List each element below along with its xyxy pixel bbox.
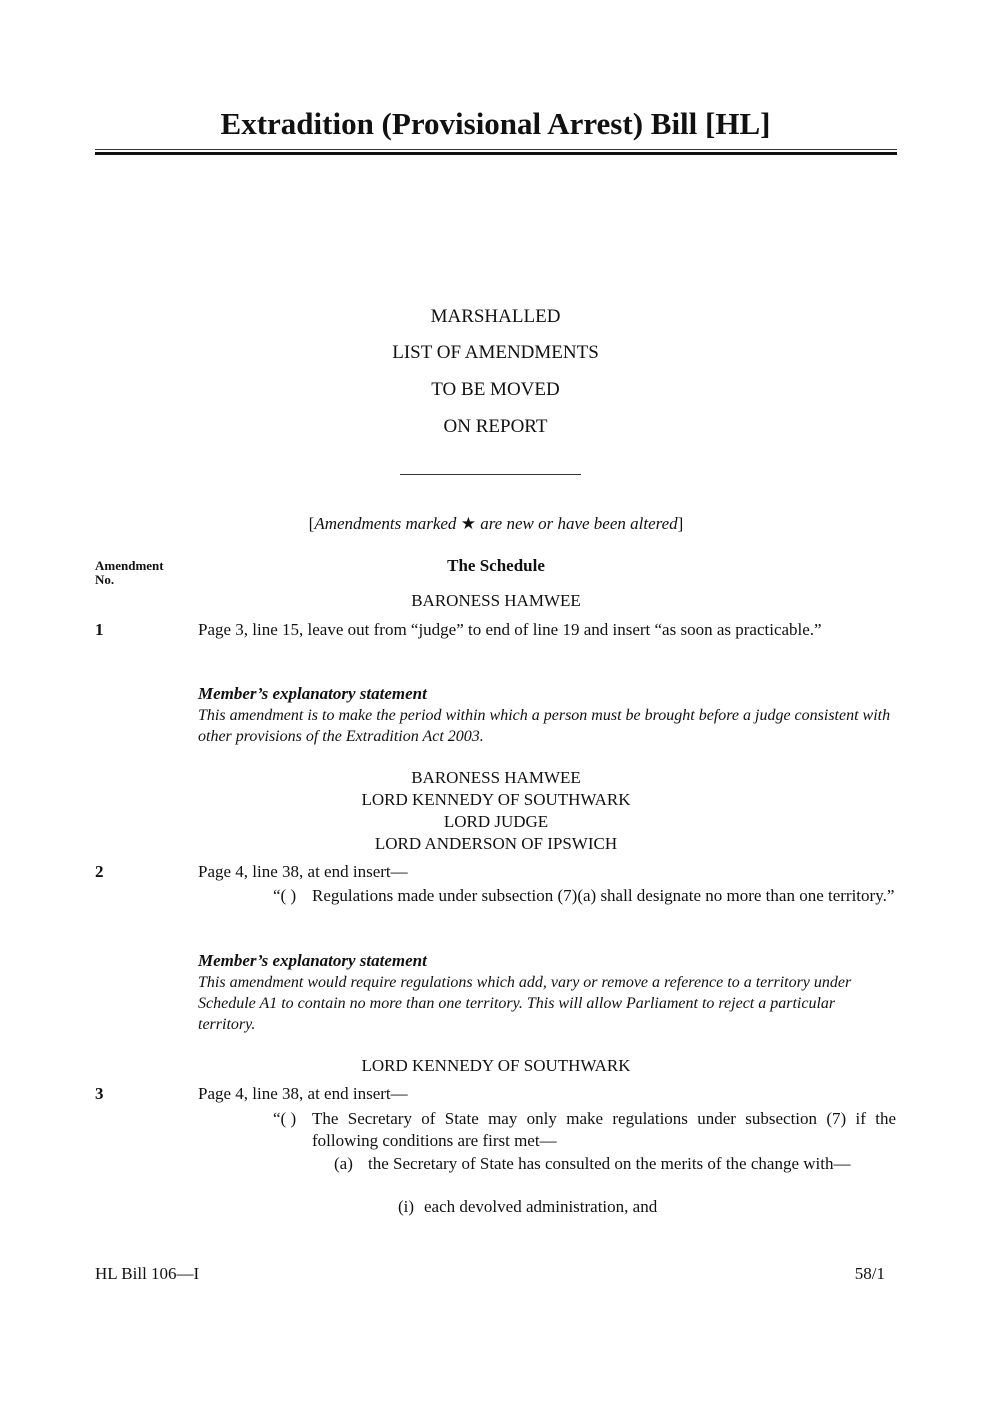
- subsection-label: “( ): [273, 886, 297, 905]
- section-heading: The Schedule: [447, 556, 545, 575]
- subsection-text: Regulations made under subsection (7)(a) shall designate no more than one territory.”: [312, 886, 895, 905]
- sponsor: LORD ANDERSON OF IPSWICH: [374, 834, 618, 853]
- sub-paragraph-i: [398, 1196, 896, 1218]
- mes-text: This amendment would require regulations which add, vary or remove a reference to a territory under Schedule A1 to contain no more than one territory. This will allow Parliament to reject a particular territory.: [198, 974, 852, 1033]
- column-label: Amendment No.: [95, 558, 164, 587]
- subsection-text: The Secretary of State may only make regulations under subsection (7) if the following conditions are first met—: [312, 1109, 896, 1150]
- mes-heading: Member’s explanatory statement: [198, 951, 427, 970]
- mes-heading: Member’s explanatory statement: [198, 684, 427, 703]
- subsection-label: “( ): [273, 1109, 297, 1128]
- bracket: ]: [677, 514, 684, 533]
- amendment-number: 2: [95, 862, 104, 881]
- paragraph-label: (a): [334, 1154, 353, 1173]
- amendment-number: 1: [95, 620, 104, 639]
- heading-line: MARSHALLED: [430, 306, 561, 327]
- title-rule-thick: [95, 152, 897, 155]
- amendments-note: [95, 513, 897, 535]
- heading-line: LIST OF AMENDMENTS: [392, 342, 599, 363]
- footer-bill-number: HL Bill 106—I: [95, 1264, 200, 1283]
- sponsor: BARONESS HAMWEE: [411, 768, 581, 787]
- bill-title: Extradition (Provisional Arrest) Bill [HL]: [220, 106, 771, 141]
- paragraph-text: the Secretary of State has consulted on the merits of the change with—: [368, 1154, 851, 1173]
- sponsor: LORD KENNEDY OF SOUTHWARK: [361, 1056, 631, 1075]
- note-text: are new or have been altered: [475, 514, 678, 533]
- note-text: Amendments marked: [314, 514, 461, 533]
- quoted-subsection: [273, 885, 896, 907]
- sub-paragraph-label: (i): [398, 1197, 415, 1216]
- title-rule-thin: [95, 149, 897, 150]
- quoted-subsection: [273, 1108, 896, 1152]
- sponsor: LORD JUDGE: [443, 812, 549, 831]
- paragraph-a: [334, 1153, 896, 1175]
- divider: [400, 474, 581, 475]
- amendment-number: 3: [95, 1084, 104, 1103]
- heading-line: ON REPORT: [443, 416, 548, 437]
- sub-paragraph-text: each devolved administration, and: [424, 1197, 658, 1216]
- amendment-text: Page 4, line 38, at end insert—: [198, 1084, 408, 1103]
- amendment-text: Page 3, line 15, leave out from “judge” to end of line 19 and insert “as soon as practicable.”: [198, 620, 822, 639]
- heading-line: TO BE MOVED: [431, 379, 560, 400]
- sponsor: LORD KENNEDY OF SOUTHWARK: [361, 790, 631, 809]
- star-icon: ★: [460, 514, 476, 533]
- mes-text: This amendment is to make the period within which a person must be brought before a judge consistent with other provisions of the Extradition Act 2003.: [198, 707, 891, 745]
- sponsor: BARONESS HAMWEE: [411, 591, 581, 610]
- bracket: [: [308, 514, 315, 533]
- amendment-text: Page 4, line 38, at end insert—: [198, 862, 408, 881]
- footer-page-ref: 58/1: [854, 1264, 885, 1283]
